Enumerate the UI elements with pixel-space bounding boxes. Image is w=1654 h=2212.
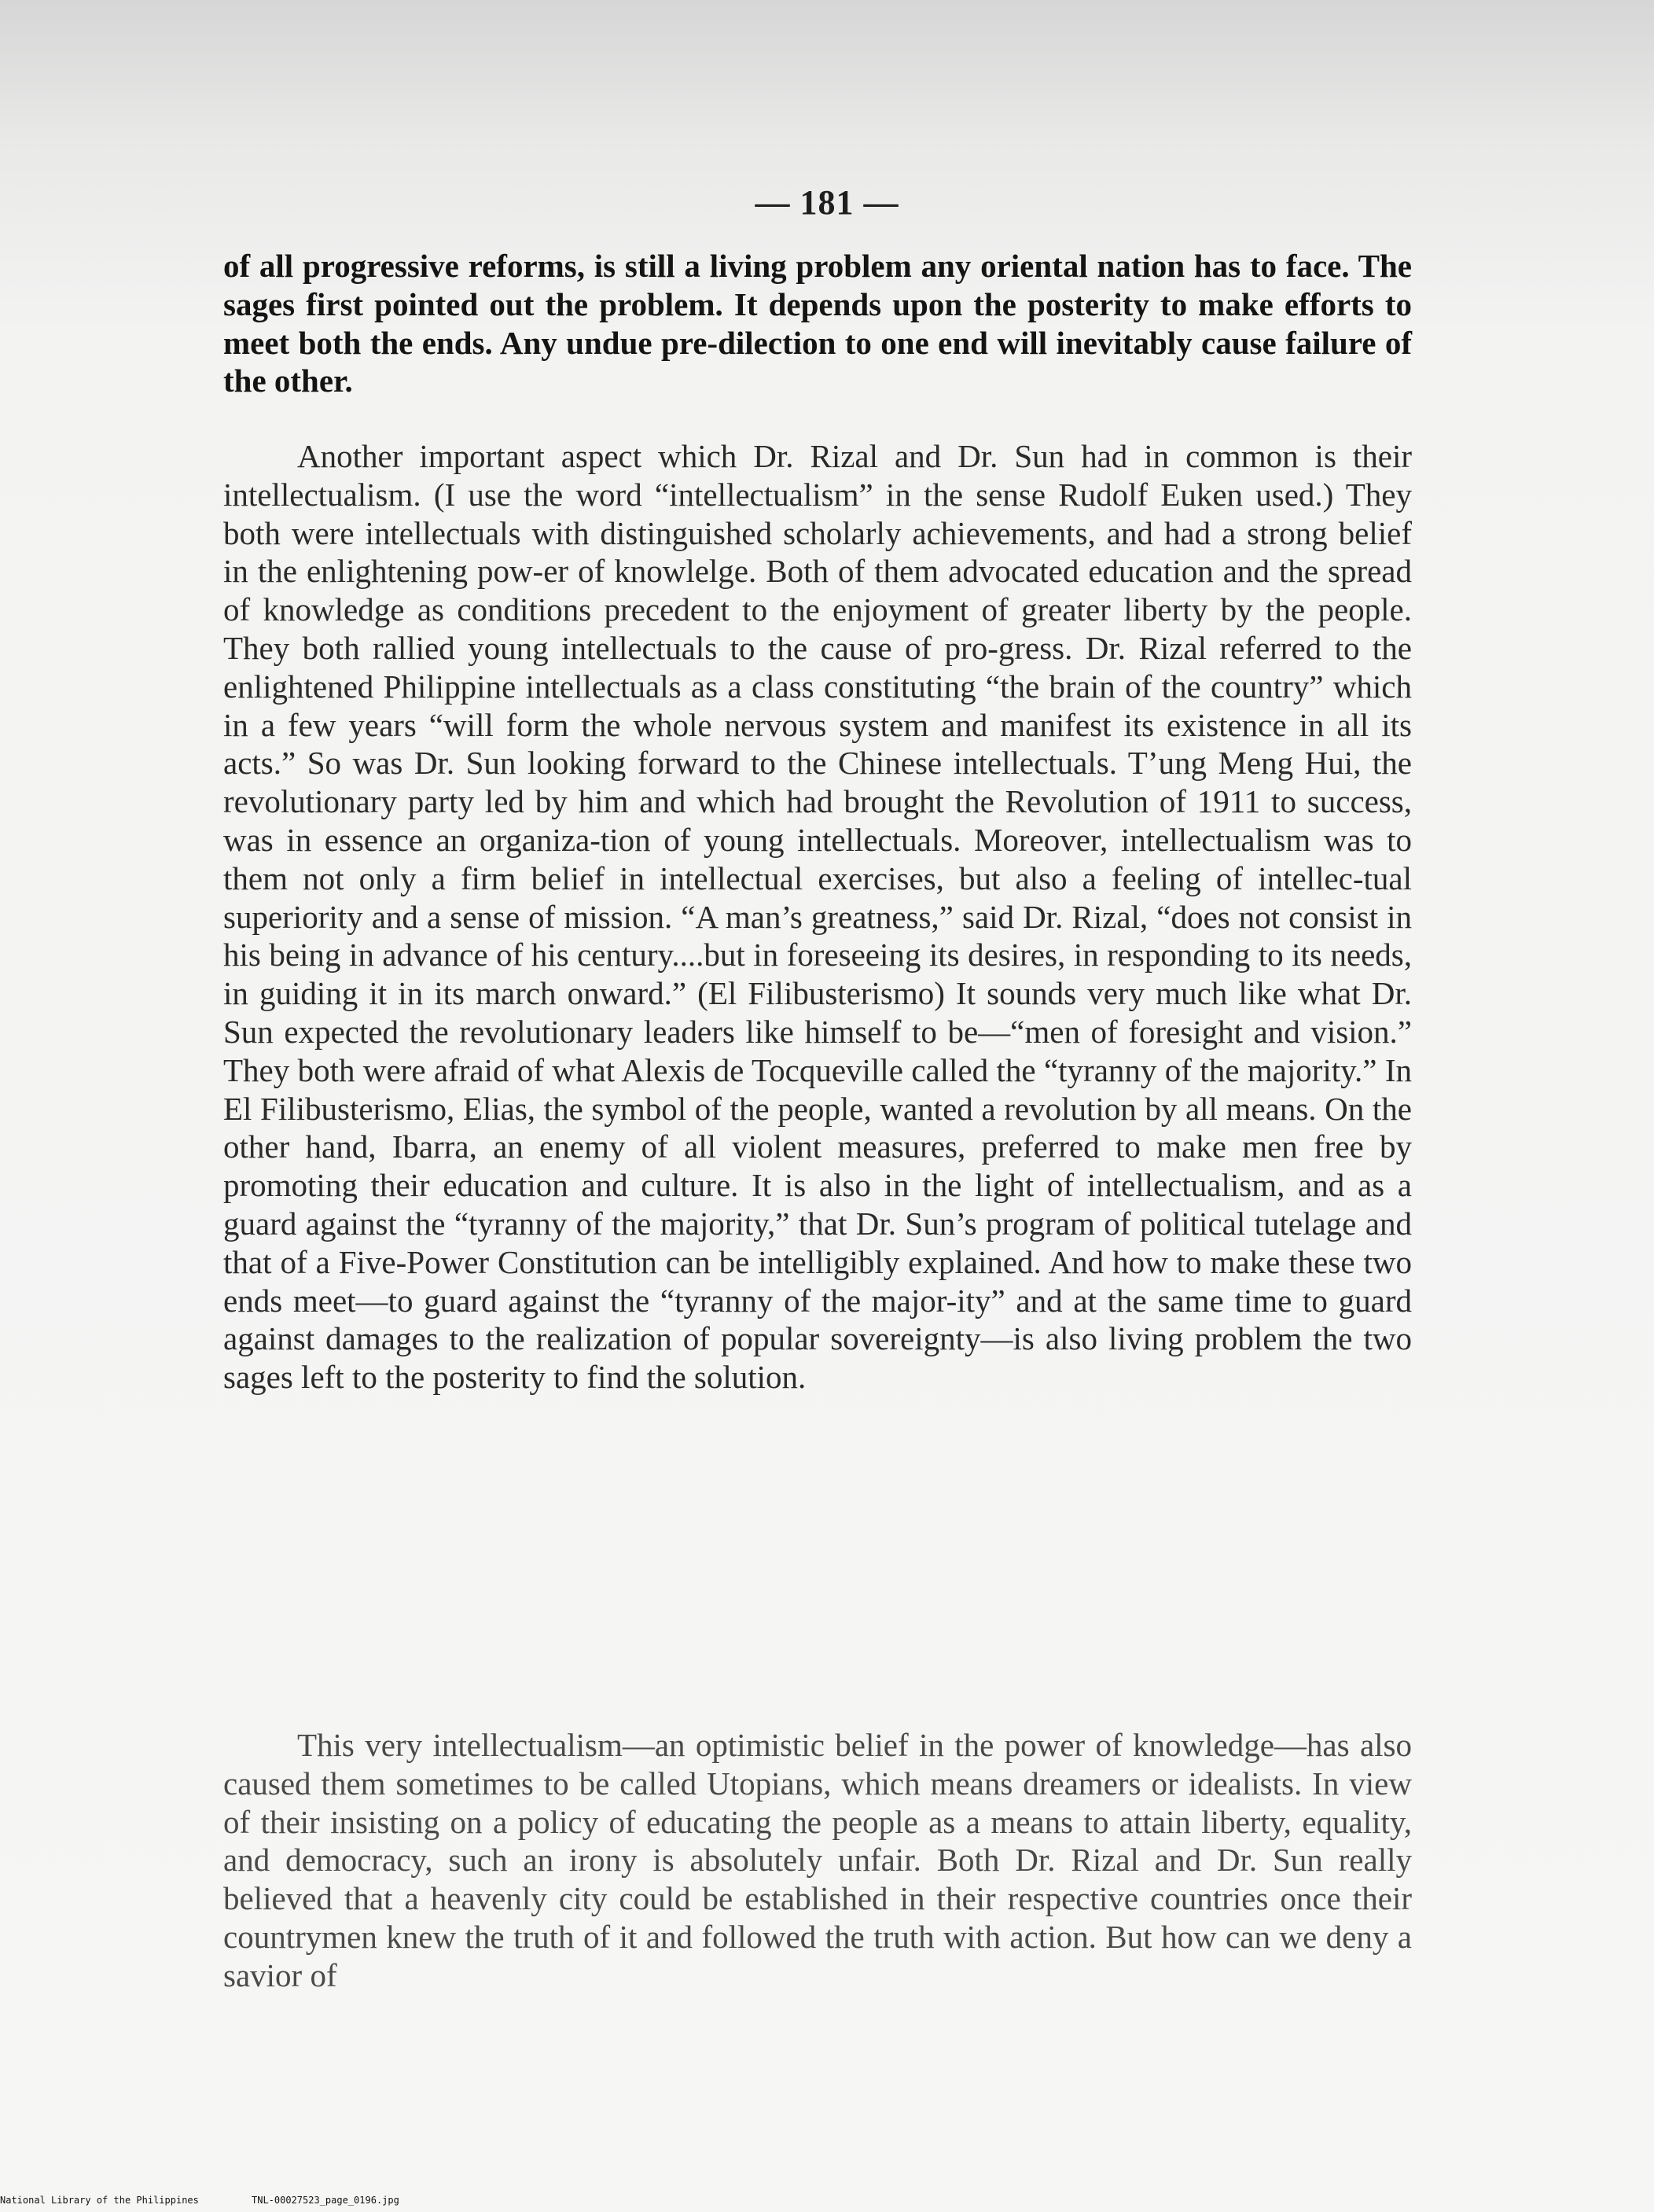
paragraph-2 bbox=[223, 437, 1412, 1397]
paragraph-3 bbox=[223, 1726, 1412, 1995]
paragraph-1 bbox=[223, 247, 1412, 400]
paragraph-1-text: of all progressive reforms, is still a living problem any oriental nation has to face. The sages first pointed out the problem. It depends upon the posterity to make efforts to meet both the ends. Any undue pre-dilection to one end will inevitably cause failure of the other. bbox=[223, 248, 1412, 399]
footer-filename: TNL-00027523_page_0196.jpg bbox=[252, 2195, 399, 2206]
paragraph-3-text: This very intellectualism—an optimistic belief in the power of knowledge—has also caused them sometimes to be called Utopians, which means dreamers or idealists. In view of their insisting on a policy of educating the people as a means to attain liberty, equality, and democracy, such an irony is absolutely unfair. Both Dr. Rizal and Dr. Sun really believed that a heavenly city could be established in their respective countries once their countrymen knew the truth of it and followed the truth with action. But how can we deny a savior of bbox=[223, 1727, 1412, 1993]
paragraph-2-text: Another important aspect which Dr. Rizal and Dr. Sun had in common is their intellectualism. (I use the word “intellectualism” in the sense Rudolf Euken used.) They both were intellectuals with distinguished scholarly achievements, and had a strong belief in the enlightening pow-er of knowlelge. Both of them advocated education and the spread of knowledge as conditions precedent to the enjoyment of greater liberty by the people. They both rallied young intellectuals to the cause of pro-gress. Dr. Rizal referred to the enlightened Philippine intellectuals as a class constituting “the brain of the country” which in a few years “will form the whole nervous system and manifest its existence in all its acts.” So was Dr. Sun looking forward to the Chinese intellectuals. T’ung Meng Hui, the revolutionary party led by him and which had brought the Revolution of 1911 to success, was in essence an organiza-tion of young intellectuals. Moreover, intellectualism was to them not only a firm belief in intellectual exercises, but also a feeling of intellec-tual superiority and a sense of mission. “A man’s greatness,” said Dr. Rizal, “does not consist in his being in advance of his century....but in foreseeing its desires, in responding to its needs, in guiding it in its march onward.” (El Filibusterismo) It sounds very much like what Dr. Sun expected the revolutionary leaders like himself to be—“men of foresight and vision.” They both were afraid of what Alexis de Tocqueville called the “tyranny of the majority.” In El Filibusterismo, Elias, the symbol of the people, wanted a revolution by all means. On the other hand, Ibarra, an enemy of all violent measures, preferred to make men free by promoting their education and culture. It is also in the light of intellectualism, and as a guard against the “tyranny of the majority,” that Dr. Sun’s program of political tutelage and that of a Five-Power Constitution can be intelligibly explained. And how to make these two ends meet—to guard against the “tyranny of the major-ity” and at the same time to guard against damages to the realization of popular sovereignty—is also living problem the two sages left to the posterity to find the solution. bbox=[223, 438, 1412, 1396]
footer-library-name: National Library of the Philippines bbox=[0, 2195, 199, 2206]
page-number: — 181 — bbox=[755, 183, 899, 222]
